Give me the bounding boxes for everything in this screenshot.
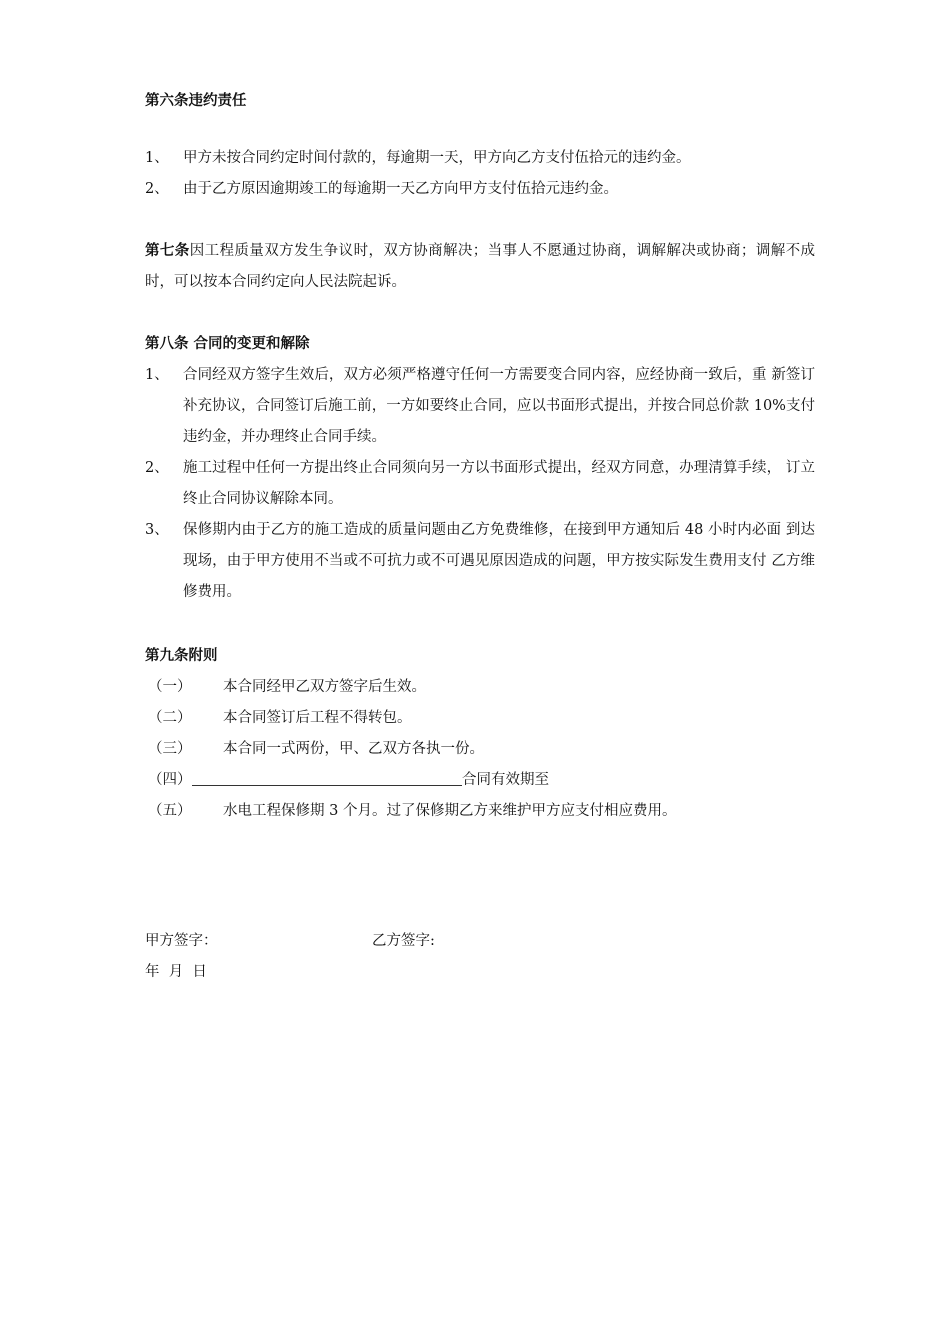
item-number: 1、 (145, 150, 169, 166)
list-item (145, 672, 815, 703)
item-number: 3、 (145, 522, 169, 538)
item-number: 2、 (145, 181, 169, 197)
article-9 (145, 641, 815, 827)
article-7-title: 第七条 (145, 243, 190, 259)
item-number: 1、 (145, 367, 169, 383)
item-text: 本合同经甲乙双方签字后生效。 (223, 679, 426, 695)
date-label: 年 月 日 (145, 964, 207, 980)
article-9-title: 第九条附则 (145, 648, 218, 664)
item-number: 2、 (145, 460, 169, 476)
blank-fill-line[interactable] (192, 765, 462, 786)
article-6-items (145, 143, 815, 205)
item-number: （五） (148, 803, 192, 819)
list-item (145, 765, 815, 796)
item-number: （三） (148, 741, 192, 757)
list-item (145, 174, 815, 205)
article-7-paragraph (145, 236, 815, 298)
item-text: 合同经双方签字生效后，双方必须严格遵守任何一方需要变合同内容，应经协商一致后，重 新签订补充协议，合同签订后施工前，一方如要终止合同，应以书面形式提出，并按合同总价款 10%支付违约金，并办理终止合同手续。 (183, 367, 815, 445)
article-8 (145, 329, 815, 608)
article-8-title: 第八条 合同的变更和解除 (145, 336, 310, 352)
list-item (145, 360, 815, 453)
item-text: 合同有效期至 (462, 772, 549, 788)
article-7 (145, 236, 815, 298)
list-item (145, 734, 815, 765)
item-number: （二） (148, 710, 192, 726)
item-text: 水电工程保修期 3 个月。过了保修期乙方来维护甲方应支付相应费用。 (223, 803, 677, 819)
article-7-text: 因工程质量双方发生争议时，双方协商解决；当事人不愿通过协商，调解解决或协商；调解不成时，可以按本合同约定向人民法院起诉。 (145, 243, 816, 290)
item-text: 本合同一式两份，甲、乙双方各执一份。 (223, 741, 484, 757)
item-text: 本合同签订后工程不得转包。 (223, 710, 412, 726)
item-number: （四） (148, 772, 192, 788)
party-a-signature-label: 甲方签字： (145, 933, 218, 949)
list-item (145, 453, 815, 515)
article-6-title: 第六条违约责任 (145, 93, 247, 109)
list-item (145, 703, 815, 734)
item-number: （一） (148, 679, 192, 695)
list-item (145, 143, 815, 174)
list-item (145, 796, 815, 827)
item-text: 施工过程中任何一方提出终止合同须向另一方以书面形式提出，经双方同意，办理清算手续， 订立终止合同协议解除本同。 (183, 460, 815, 507)
item-text: 保修期内由于乙方的施工造成的质量问题由乙方免费维修，在接到甲方通知后 48 小时内必面 到达现场，由于甲方使用不当或不可抗力或不可遇见原因造成的问题，甲方按实际发生费用支付 乙方维修费用。 (183, 522, 815, 600)
article-6 (145, 86, 815, 117)
list-item (145, 515, 815, 608)
item-text: 甲方未按合同约定时间付款的，每逾期一天，甲方向乙方支付伍拾元的违约金。 (183, 150, 691, 166)
item-text: 由于乙方原因逾期竣工的每逾期一天乙方向甲方支付伍拾元违约金。 (183, 181, 618, 197)
party-b-signature-label: 乙方签字: (372, 933, 435, 949)
